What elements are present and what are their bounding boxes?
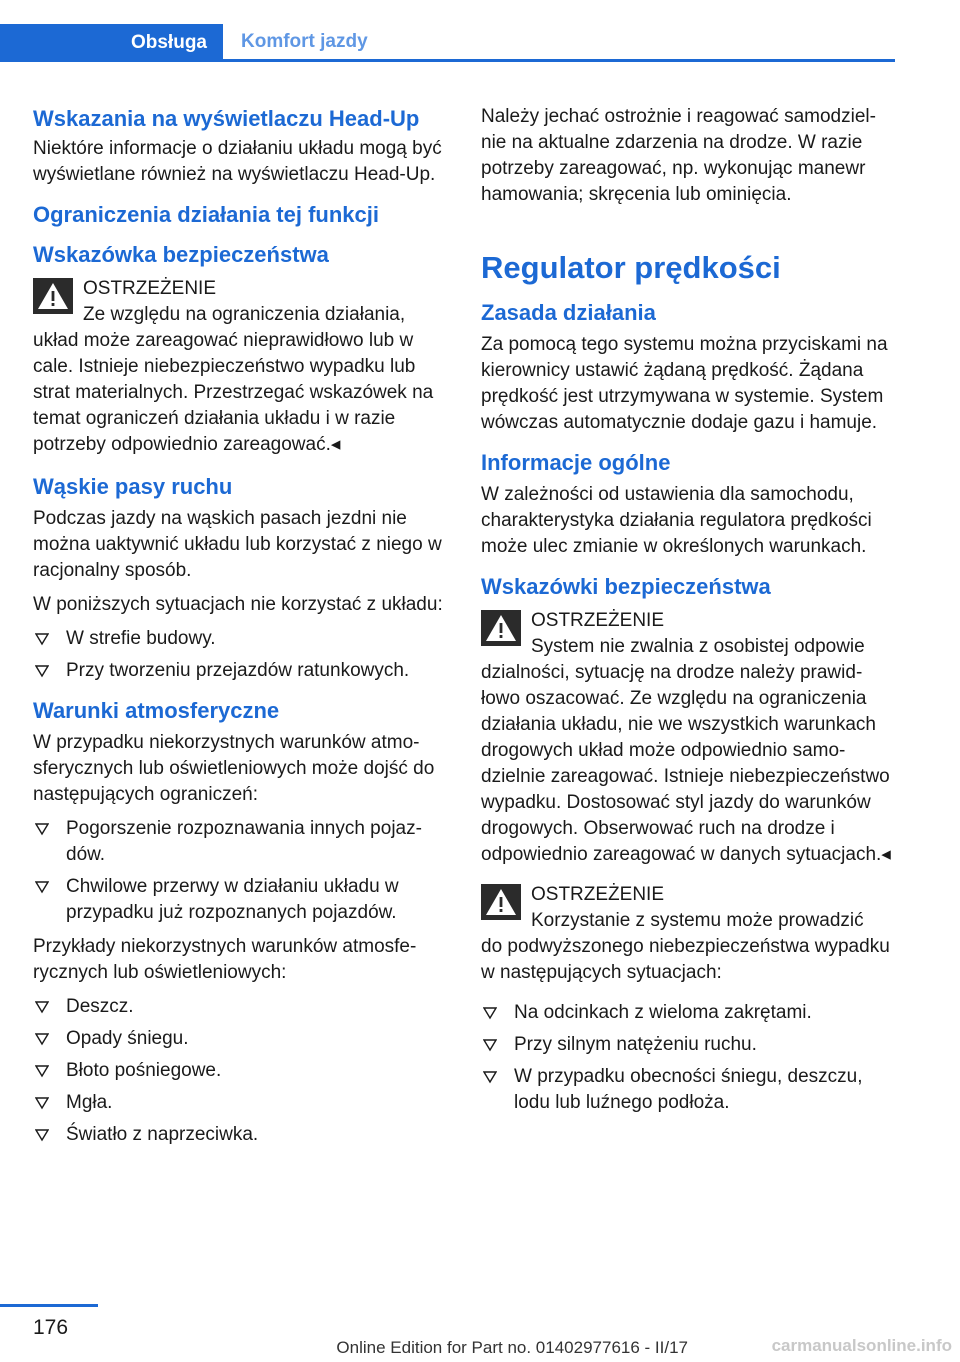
warning-triangle-icon: [481, 610, 521, 646]
warning-label: OSTRZEŻENIE: [531, 884, 665, 905]
warning-first-line: System nie zwalnia z osobistej odpowie: [531, 636, 865, 657]
warning-block: [33, 276, 443, 458]
warning-label: OSTRZEŻENIE: [83, 278, 217, 299]
list-item: [33, 1090, 443, 1116]
heading-general-info: Informacje ogólne: [481, 450, 671, 475]
heading-safety-notes: Wskazówki bezpieczeństwa: [481, 574, 771, 599]
list-item-text: Chwilowe przerwy w działaniu układu w przypadku już rozpoznanych pojazdów.: [66, 876, 399, 923]
heading-cruise-control: Regulator prędkości: [481, 250, 781, 285]
warning-label: OSTRZEŻENIE: [531, 610, 665, 631]
heading-principle: Zasada działania: [481, 300, 656, 325]
bullet-list: [33, 626, 443, 684]
list-item: [33, 1026, 443, 1052]
text-drive-carefully: Należy jechać ostrożnie i reagować samodzielnie na aktualne zdarzenia na drodze. W razie potrzeby zareagować, np. wykonując manewr hamowania; skręcenia lub ominięcia.: [481, 106, 876, 205]
text-weather: W przypadku niekorzystnych warunków atmosferycznych lub oświetleniowych może dojść do następujących ograniczeń:: [33, 732, 435, 805]
list-item: [33, 874, 443, 926]
heading-weather: Warunki atmosferyczne: [33, 698, 280, 723]
triangle-bullet-icon: [35, 1032, 49, 1046]
list-item-text: W przypadku obecności śniegu, deszczu, lodu lub luźnego podłoża.: [514, 1066, 863, 1113]
triangle-bullet-icon: [35, 1096, 49, 1110]
heading-limitations: Ograniczenia działania tej funkcji: [33, 202, 379, 227]
tab-komfort-jazdy[interactable]: Komfort jazdy: [241, 30, 368, 52]
tab-obsluga[interactable]: Obsługa: [0, 24, 223, 62]
list-item: [481, 1032, 893, 1058]
left-column: [33, 100, 443, 1156]
text-head-up: Niektóre informacje o działaniu układu mogą być wyświetlane również na wyświetlaczu Head-Up.: [33, 138, 442, 185]
text-principle: Za pomocą tego systemu można przyciskami na kierownicy ustawić żądaną prędkość. Żądana prędkość jest utrzymywana w systemie. System wówczas automatycznie dodaje gazu i hamuje.: [481, 334, 888, 433]
triangle-bullet-icon: [483, 1038, 497, 1052]
list-item: [33, 816, 443, 868]
list-item-text: Deszcz.: [66, 996, 134, 1017]
list-item-text: Pogorszenie rozpoznawania innych pojazdów.: [66, 818, 422, 865]
triangle-bullet-icon: [35, 1128, 49, 1142]
heading-head-up: Wskazania na wyświetlaczu Head-Up: [33, 106, 420, 131]
text-narrow-lanes-2: W poniższych sytuacjach nie korzystać z układu:: [33, 594, 443, 615]
list-item-text: W strefie budowy.: [66, 628, 216, 649]
list-item-text: Opady śniegu.: [66, 1028, 189, 1049]
list-item: [33, 994, 443, 1020]
triangle-bullet-icon: [483, 1006, 497, 1020]
header-rule: [0, 59, 895, 62]
heading-narrow-lanes: Wąskie pasy ruchu: [33, 474, 233, 499]
list-item-text: Na odcinkach z wieloma zakrętami.: [514, 1002, 812, 1023]
list-item: [33, 1122, 443, 1148]
triangle-bullet-icon: [35, 632, 49, 646]
list-item: [481, 1064, 893, 1116]
warning-triangle-icon: [33, 278, 73, 314]
list-item: [33, 658, 443, 684]
heading-safety-note: Wskazówka bezpieczeństwa: [33, 242, 329, 267]
chapter-header: [0, 24, 895, 62]
triangle-bullet-icon: [35, 880, 49, 894]
list-item: [481, 1000, 893, 1026]
warning-block: [481, 882, 893, 986]
page-number: 176: [33, 1316, 69, 1339]
list-item-text: Błoto pośniegowe.: [66, 1060, 222, 1081]
text-narrow-lanes: Podczas jazdy na wąskich pasach jezdni nie można uaktywnić układu lub korzystać z niego w racjonalny sposób.: [33, 508, 442, 581]
triangle-bullet-icon: [35, 1064, 49, 1078]
list-item-text: Przy silnym natężeniu ruchu.: [514, 1034, 757, 1055]
edition-note: Online Edition for Part no. 01402977616 - II/17: [336, 1338, 688, 1357]
list-item-text: Przy tworzeniu przejazdów ratunkowych.: [66, 660, 410, 681]
list-item: [33, 626, 443, 652]
list-item-text: Światło z naprzeciwka.: [66, 1124, 259, 1145]
warning-body: układ może zareagować nieprawidłowo lub w cale. Istnieje niebezpieczeństwo wypadku lub strat materialnych. Przestrzegać wskazówek na temat ograniczeń działania układu i w razie potrzeby odpowiednio zareagować.◂: [33, 330, 434, 455]
list-item: [33, 1058, 443, 1084]
bullet-list: [481, 1000, 893, 1116]
list-item-text: Mgła.: [66, 1092, 113, 1113]
text-general-info: W zależności od ustawienia dla samochodu, charakterystyka działania regulatora prędkości może ulec zmianie w określonych warunkach.: [481, 484, 872, 557]
triangle-bullet-icon: [35, 1000, 49, 1014]
warning-first-line: Ze względu na ograniczenia działania,: [83, 304, 406, 325]
warning-triangle-icon: [481, 884, 521, 920]
warning-block: [481, 608, 893, 868]
warning-body: do podwyższonego niebezpieczeństwa wypadku w następujących sytuacjach:: [481, 936, 890, 983]
warning-first-line: Korzystanie z systemu może prowadzić: [531, 910, 864, 931]
footer-rule: [0, 1304, 98, 1307]
triangle-bullet-icon: [35, 664, 49, 678]
triangle-bullet-icon: [35, 822, 49, 836]
triangle-bullet-icon: [483, 1070, 497, 1084]
watermark: carmanualsonline.info: [771, 1336, 952, 1355]
right-column: [481, 100, 893, 1124]
text-weather-examples: Przykłady niekorzystnych warunków atmosferycznych lub oświetleniowych:: [33, 936, 417, 983]
bullet-list: [33, 994, 443, 1148]
bullet-list: [33, 816, 443, 926]
warning-body: dzialności, sytuację na drodze należy prawidłowo oszacować. Ze względu na ograniczenia działania układu, nie we wszystkich warunkach drogowych układ może odpowiednio samodzielnie zareagować. Istnieje niebezpieczeństwo wypadku. Dostosować styl jazdy do warunków drogowych. Obserwować ruch na drodze i odpowiednio zareagować w danych sytuacjach.◂: [481, 662, 891, 865]
